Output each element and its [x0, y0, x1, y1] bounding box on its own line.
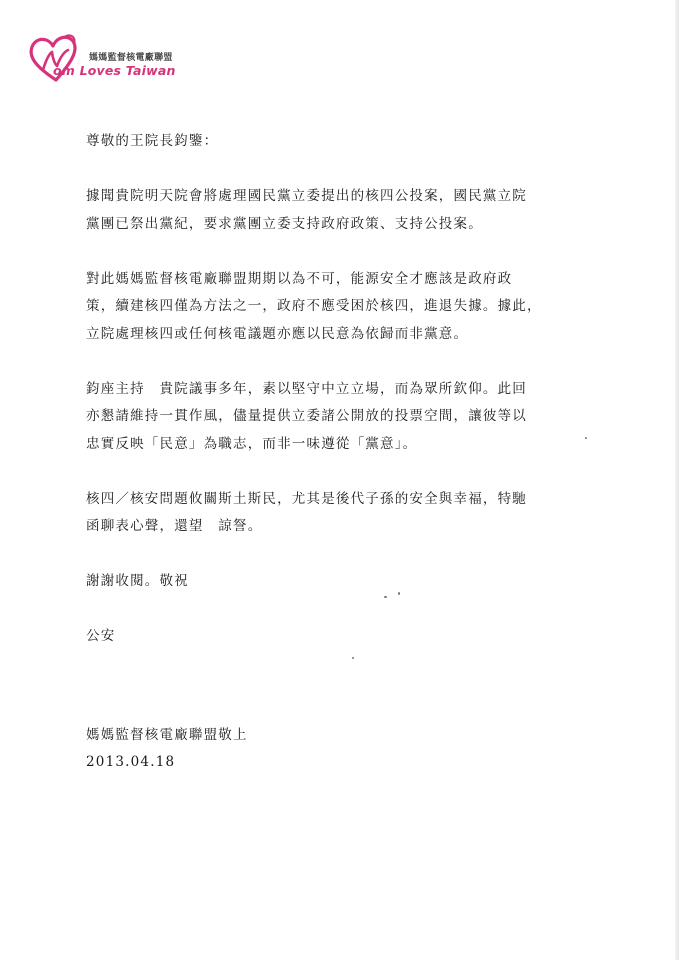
wish-text: 公安: [86, 628, 116, 644]
paragraph-line: 策，續建核四僅為方法之一，政府不應受困於核四，進退失據。據此，: [86, 298, 542, 314]
logo-tagline: om Loves Taiwan: [53, 63, 176, 78]
paragraph-line: 對此媽媽監督核電廠聯盟期期以為不可，能源安全才應該是政府政: [86, 270, 513, 287]
logo-organization-name: 媽媽監督核電廠聯盟: [89, 53, 173, 63]
paragraph-3: [86, 376, 606, 459]
paragraph-4: [86, 486, 606, 541]
scan-speck: [384, 596, 387, 598]
wish: [86, 623, 606, 651]
paragraph-line: 據聞貴院明天院會將處理國民黨立委提出的核四公投案，國民黨立院: [86, 188, 527, 204]
salutation-text: 尊敬的王院長鈞鑒：: [86, 133, 219, 149]
paragraph-line: 鈞座主持 貴院議事多年，素以堅守中立立場，而為眾所欽仰。此回: [86, 380, 527, 397]
closing-text: 謝謝收閱。敬祝: [86, 573, 189, 589]
paragraph-line: 亦懇請維持一貫作風，儘量提供立委諸公開放的投票空間，讓彼等以: [86, 408, 527, 424]
signature-text: 媽媽監督核電廠聯盟敬上: [86, 727, 248, 743]
paragraph-line: 核四／核安問題攸關斯土斯民，尤其是後代子孫的安全與幸福，特馳: [86, 490, 527, 507]
scan-speck: [398, 592, 400, 595]
paragraph-line: 忠實反映「民意」為職志，而非一味遵從「黨意」。: [86, 435, 418, 452]
paragraph-line: 黨團已祭出黨紀，要求黨團立委支持政府政策、支持公投案。: [86, 215, 483, 232]
letter-date: 2013.04.18: [86, 754, 176, 770]
closing: [86, 568, 606, 596]
paragraph-1: [86, 183, 606, 238]
paragraph-line: 立院處理核四或任何核電議題亦應以民意為依歸而非黨意。: [86, 325, 469, 342]
organization-logo: [26, 30, 176, 86]
signature-block: [86, 722, 248, 776]
letter-body: [86, 128, 606, 678]
scan-speck: [585, 437, 587, 439]
salutation: [86, 128, 606, 156]
scan-edge: [675, 0, 679, 960]
scan-speck: [352, 657, 354, 659]
paragraph-line: 函聊表心聲，還望 諒詧。: [86, 518, 263, 534]
paragraph-2: [86, 266, 606, 349]
